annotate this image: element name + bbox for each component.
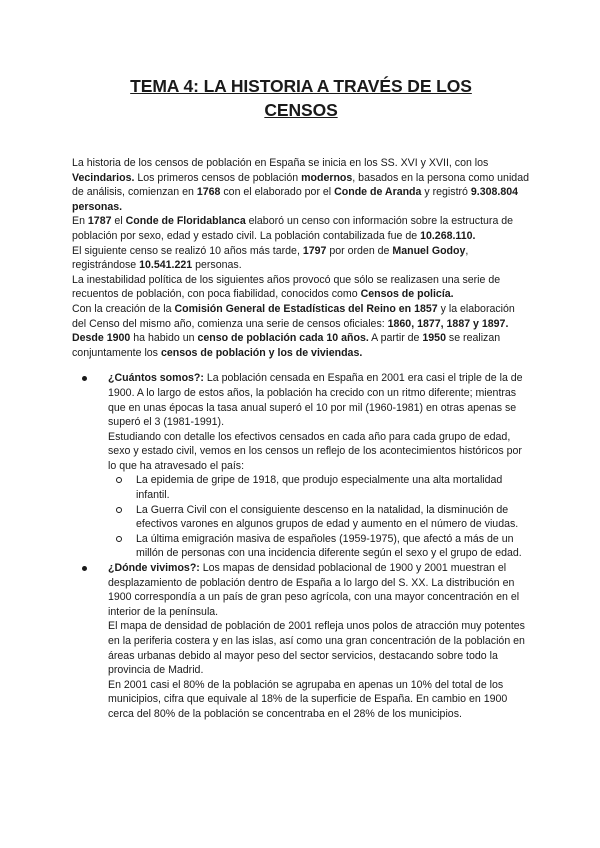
bullet-heading: ¿Cuántos somos?: bbox=[108, 372, 204, 385]
intro-paragraph-3: El siguiente censo se realizó 10 años más tarde, 1797 por orden de Manuel Godoy, registrándose 10.541.221 personas. bbox=[72, 244, 469, 272]
bullet-list bbox=[72, 371, 530, 721]
sub-bullet-item: La epidemia de gripe de 1918, que produjo especialmente una alta mortalidad infantil. bbox=[136, 473, 530, 502]
sub-bullet-item: La última emigración masiva de españoles (1959-1975), que afectó a más de un millón de personas con una incidencia diferente según el sexo y el grupo de edad. bbox=[136, 532, 530, 561]
intro-paragraph-4: La inestabilidad política de los siguientes años provocó que sólo se realizasen una serie de recuentos de población, con poca fiabilidad, conocidos como Censos de policía. bbox=[72, 273, 501, 301]
intro-paragraph-6: Desde 1900 ha habido un censo de población cada 10 años. A partir de 1950 se realizan conjuntamente los censos de población y los de viviendas. bbox=[72, 332, 501, 359]
intro-paragraph-1: La historia de los censos de población en España se inicia en los SS. XVI y XVII, con los Vecindarios. Los primeros censos de población modernos, basados en la persona como unidad de análisis, comienzan en 1768 con el elaborado por el Conde de Aranda y registró 9.308.804 personas. bbox=[72, 157, 529, 213]
bullet-cuantos-somos: ¿Cuántos somos?: La población censada en España en 2001 era casi el triple de la de 1900. A lo largo de estos años, la población ha crecido con un ritmo diferente; mientras que en unas épocas la tasa anual superó el 10 por mil (1960-1981) en otras apenas se superó el 3 (1981-1991). Estudiando con detalle los efectivos censados en cada año para cada grupo de edad, sexo y estado civil, vemos en los censos un reflejo de los acontecimientos históricos por lo que ha atravesado el país: La epidemia de gripe de 1918, que produjo especialmente una alta mortalidad infantil. La Guerra Civil con el consiguiente descenso en la natalidad, la disminución de efectivos varones en algunos grupos de edad y aumento en el número de viudas. La última emigración masiva de españoles (1959-1975), que afectó a más de un millón de personas con una incidencia diferente según el sexo y el grupo de edad. bbox=[108, 371, 530, 561]
title-line-2: CENSOS bbox=[264, 100, 338, 120]
intro-paragraph-2: En 1787 el Conde de Floridablanca elaboró un censo con información sobre la estructura de población por sexo, edad y estado civil. La población contabilizada fue de 10.268.110. bbox=[72, 215, 514, 242]
page-title bbox=[72, 74, 530, 122]
title-line-1: TEMA 4: LA HISTORIA A TRAVÉS DE LOS bbox=[130, 76, 472, 96]
sub-bullet-item: La Guerra Civil con el consiguiente descenso en la natalidad, la disminución de efectivos varones en algunos grupos de edad y aumento en el número de viudas. bbox=[136, 503, 530, 532]
intro-section bbox=[72, 156, 530, 360]
sub-bullet-list bbox=[108, 473, 530, 561]
bullet-donde-vivimos: ¿Dónde vivimos?: Los mapas de densidad poblacional de 1900 y 2001 muestran el desplazamiento de población dentro de España a lo largo del S. XX. La distribución en 1900 correspondía a un país de gran peso agrícola, con una mayor concentración en el interior de la península. El mapa de densidad de población de 2001 refleja unos polos de atracción muy potentes en la periferia costera y en las islas, así como una gran concentración de la población en áreas urbanas debido al mayor peso del sector servicios, destacando sobre todo la provincia de Madrid. En 2001 casi el 80% de la población se agrupaba en apenas un 10% del total de los municipios, cifra que equivale al 18% de la superficie de España. En cambio en 1900 cerca del 80% de la población se concentraba en el 28% de los municipios. bbox=[108, 561, 530, 722]
bullet-heading: ¿Dónde vivimos?: bbox=[108, 562, 200, 575]
intro-paragraph-5: Con la creación de la Comisión General de Estadísticas del Reino en 1857 y la elaboración del Censo del mismo año, comienza una serie de censos oficiales: 1860, 1877, 1887 y 1897. bbox=[72, 302, 515, 330]
